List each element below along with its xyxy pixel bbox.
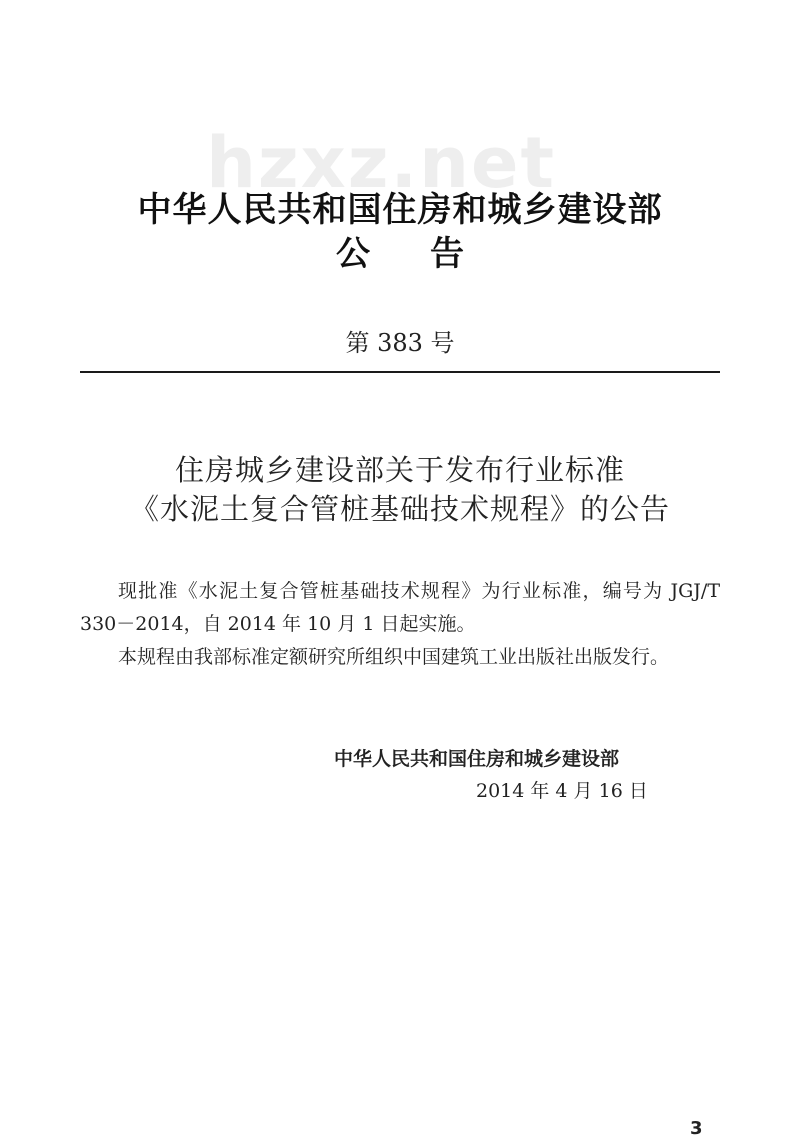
notice-title-line-1: 住房城乡建设部关于发布行业标准 [174,453,625,487]
header-divider-line [80,371,720,373]
watermark-text: hzxz.net [206,122,556,204]
signature-organization: 中华人民共和国住房和城乡建设部 [334,748,620,770]
page-number: 3 [690,1118,703,1139]
document-number: 第 383 号 [345,329,455,357]
document-type-heading: 公告 [336,234,524,274]
notice-paragraph-approval: 现批准《水泥土复合管桩基础技术规程》为行业标准，编号为 JGJ/T 330－2014，自 2014 年 10 月 1 日起实施。 [80,580,720,635]
notice-paragraph-publication: 本规程由我部标准定额研究所组织中国建筑工业出版社出版发行。 [118,646,670,668]
signature-date: 2014 年 4 月 16 日 [476,780,648,802]
issuer-title: 中华人民共和国住房和城乡建设部 [137,190,663,230]
notice-title-line-2: 《水泥土复合管桩基础技术规程》的公告 [129,492,670,526]
